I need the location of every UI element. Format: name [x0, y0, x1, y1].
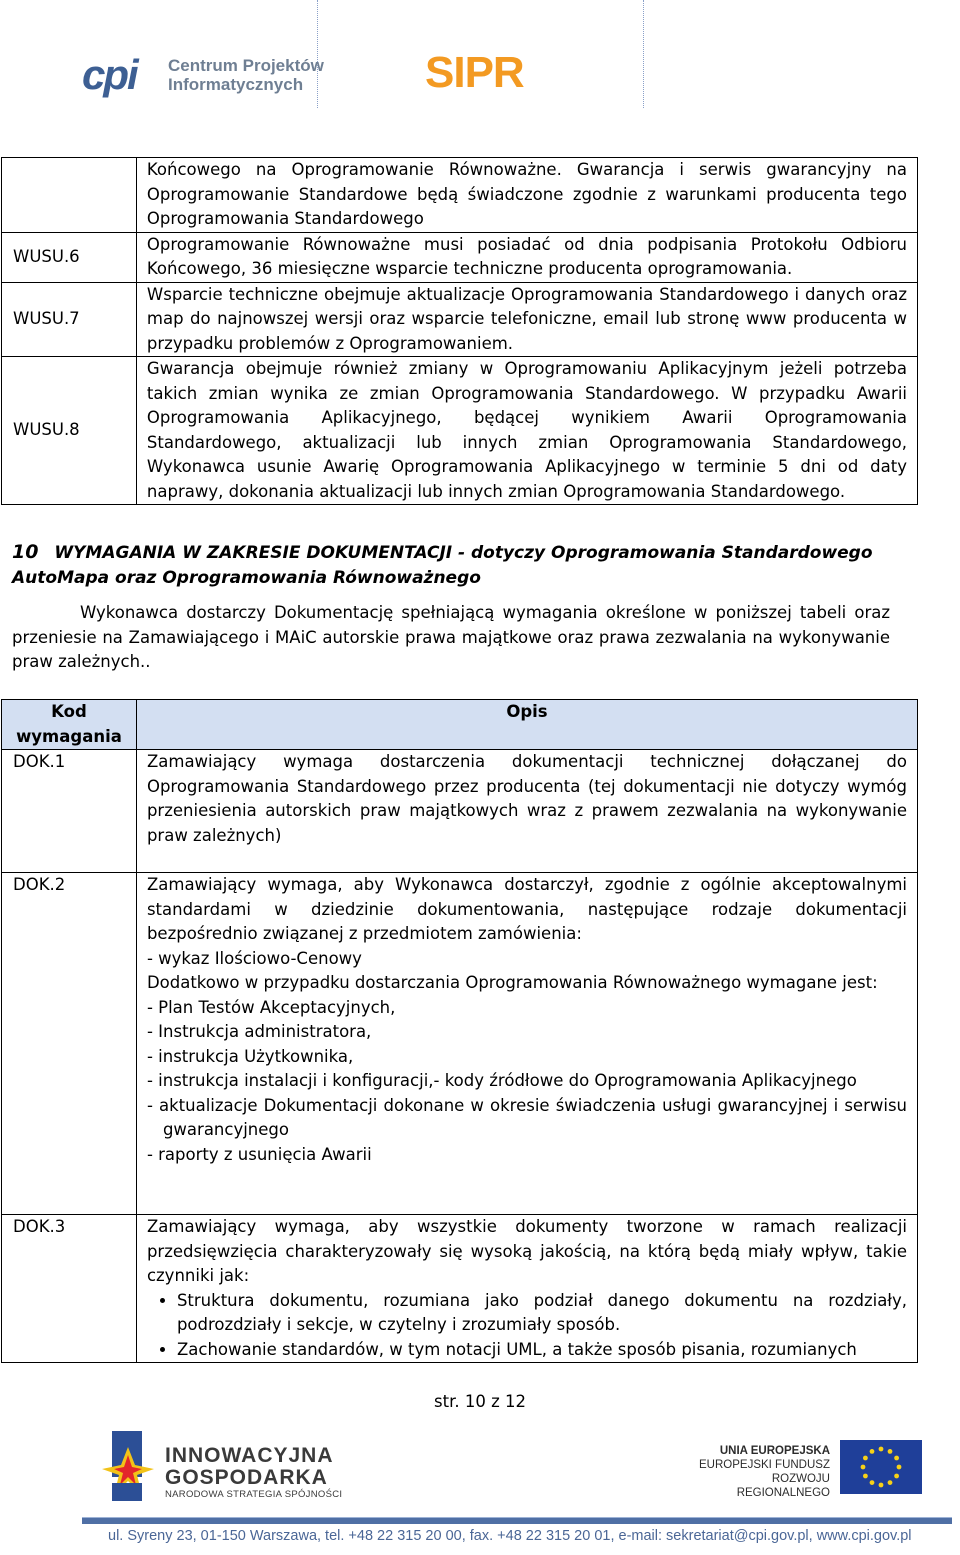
dok2-line: Dodatkowo w przypadku dostarczania Oprogramowania Równoważnego wymagane jest:: [146, 973, 878, 992]
code-cell: DOK.1: [2, 750, 137, 873]
column-header-description-label: Opis: [506, 702, 548, 721]
column-header-code-label: Kod wymagania: [16, 702, 122, 746]
dok2-line: - Instrukcja administratora,: [146, 1022, 372, 1041]
description-cell: Zamawiający wymaga dostarczenia dokumentacji technicznej dołączanej do Oprogramowania Standardowego przez producenta (tej dokumentacji nie dotyczy wymóg przeniesienia autorskich praw majątkowych wraz z prawem zezwalania na wykonywanie praw zależnych): [136, 750, 917, 873]
section-intro-text: Wykonawca dostarczy Dokumentację spełniającą wymagania określone w poniższej tabeli oraz przeniesie na Zamawiającego i MAiC autorskie prawa majątkowe oraz prawa zezwalania na wykonywanie praw zależnych..: [12, 603, 890, 671]
table-row: [2, 282, 918, 357]
ig-title: [165, 1445, 334, 1489]
column-header-description: [136, 700, 917, 750]
dok2-line: - raporty z usunięcia Awarii: [146, 1144, 372, 1164]
table-row: [2, 873, 918, 1215]
code-cell: DOK.2: [2, 873, 137, 1215]
description-cell: Gwarancja obejmuje również zmiany w Oprogramowaniu Aplikacyjnym jeżeli potrzeba takich zmian wynika ze zmian Oprogramowania Standardowego. W przypadku Awarii Oprogramowania Aplikacyjnego, będącej wynikiem Awarii Oprogramowania Standardowego, aktualizacji lub innych zmian Oprogramowania Standardowego, Wykonawca usunie Awarię Oprogramowania Aplikacyjnego w terminie 5 dni od daty naprawy, dokonania aktualizacji lub innych zmian Oprogramowania Standardowego.: [136, 357, 917, 505]
header-divider-2: [643, 0, 644, 108]
section-number: 10: [12, 541, 39, 563]
footer-address: ul. Syreny 23, 01-150 Warszawa, tel. +48 22 315 20 00, fax. +48 22 315 20 01, e-mail: sekretariat@cpi.gov.pl, www.cpi.gov.pl: [108, 1528, 912, 1544]
table-row: [2, 750, 918, 873]
section-intro: [12, 601, 890, 675]
code-cell: WUSU.7: [2, 282, 137, 357]
code-cell: DOK.3: [2, 1215, 137, 1363]
dok2-line: - wykaz Ilościowo-Cenowy: [146, 948, 362, 968]
description-cell: Wsparcie techniczne obejmuje aktualizacje Oprogramowania Standardowego i danych oraz map do najnowszej wersji oraz wsparcie telefoniczne, email lub stronę www producenta w przypadku problemów z Oprogramowaniem.: [136, 282, 917, 357]
section-title: WYMAGANIA W ZAKRESIE DOKUMENTACJI - dotyczy Oprogramowania Standardowego AutoMapa oraz Oprogramowania Równoważnego: [12, 543, 873, 588]
table-row: [2, 1215, 918, 1363]
dok2-line: Zamawiający wymaga, aby Wykonawca dostarczył, zgodnie z ogólnie akceptowalnymi standardami w dziedzinie dokumentowania, następujące rodzaje dokumentacji bezpośrednio związanej z przedmiotem zamówienia:: [146, 875, 907, 943]
cpi-logo-name: [168, 56, 324, 94]
documentation-table: [1, 699, 918, 1363]
column-header-code: [2, 700, 137, 750]
cpi-logo-mark: cpi: [82, 51, 137, 98]
description-cell: Końcowego na Oprogramowanie Równoważne. Gwarancja i serwis gwarancyjny na Oprogramowanie Standardowe będą świadczone zgodnie z warunkami producenta tego Oprogramowania Standardowego: [136, 158, 917, 233]
dok2-line: - instrukcja instalacji i konfiguracji,- kody źródłowe do Oprogramowania Aplikacyjnego: [146, 1071, 857, 1090]
table-row: [2, 158, 918, 233]
description-cell: [136, 1215, 917, 1363]
description-cell: Oprogramowanie Równoważne musi posiadać od dnia podpisania Protokołu Odbioru Końcowego, 36 miesięczne wsparcie techniczne producenta oprogramowania.: [136, 232, 917, 282]
list-item: • Struktura dokumentu, rozumiana jako podział danego dokumentu na rozdziały, podrozdziały i sekcje, w czytelny i zrozumiały sposób.: [177, 1289, 907, 1338]
eu-line3: ROZWOJU REGIONALNEGO: [736, 1473, 830, 1499]
sipr-logo: SIPR: [425, 48, 524, 97]
dok2-line: - instrukcja Użytkownika,: [146, 1046, 354, 1066]
table-row: [2, 232, 918, 282]
warranty-table: [1, 157, 918, 505]
dok2-line: - Plan Testów Akceptacyjnych,: [146, 997, 396, 1017]
cpi-logo-line2: Informatycznych: [168, 75, 304, 94]
list-item: • Zachowanie standardów, w tym notacji UML, a także sposób pisania, rozumianych: [177, 1338, 907, 1363]
dok3-bullet-list: [147, 1289, 907, 1363]
star-icon: [98, 1425, 158, 1507]
ig-title-line2: GOSPODARKA: [165, 1466, 328, 1489]
dok2-line: - aktualizacje Dokumentacji dokonane w okresie świadczenia usługi gwarancyjnej i serwisu gwarancyjnego: [146, 1095, 907, 1139]
cpi-logo: [82, 50, 332, 100]
eu-text: [690, 1444, 830, 1500]
page-number: str. 10 z 12: [434, 1392, 526, 1411]
table-header-row: [2, 700, 918, 750]
code-cell: WUSU.8: [2, 357, 137, 505]
ig-title-line1: INNOWACYJNA: [165, 1444, 334, 1467]
dok3-intro: Zamawiający wymaga, aby wszystkie dokumenty tworzone w ramach realizacji przedsięwzięcia charakteryzowały się wysoką jakością, na którą będą miały wpływ, takie czynniki jak:: [146, 1217, 907, 1285]
eu-line2: EUROPEJSKI FUNDUSZ: [699, 1459, 830, 1471]
footer-bar: [82, 1517, 952, 1524]
eu-line1: UNIA EUROPEJSKA: [719, 1445, 830, 1457]
ig-subtitle: NARODOWA STRATEGIA SPÓJNOŚCI: [165, 1489, 343, 1500]
section-heading: [12, 540, 890, 590]
table-row: [2, 357, 918, 505]
innowacyjna-gospodarka-logo: [98, 1425, 358, 1507]
code-cell: [2, 158, 137, 233]
code-cell: WUSU.6: [2, 232, 137, 282]
eu-flag-icon: [840, 1440, 922, 1494]
eu-logo: [690, 1440, 925, 1500]
cpi-logo-line1: Centrum Projektów: [168, 56, 324, 75]
description-cell: [136, 873, 917, 1215]
